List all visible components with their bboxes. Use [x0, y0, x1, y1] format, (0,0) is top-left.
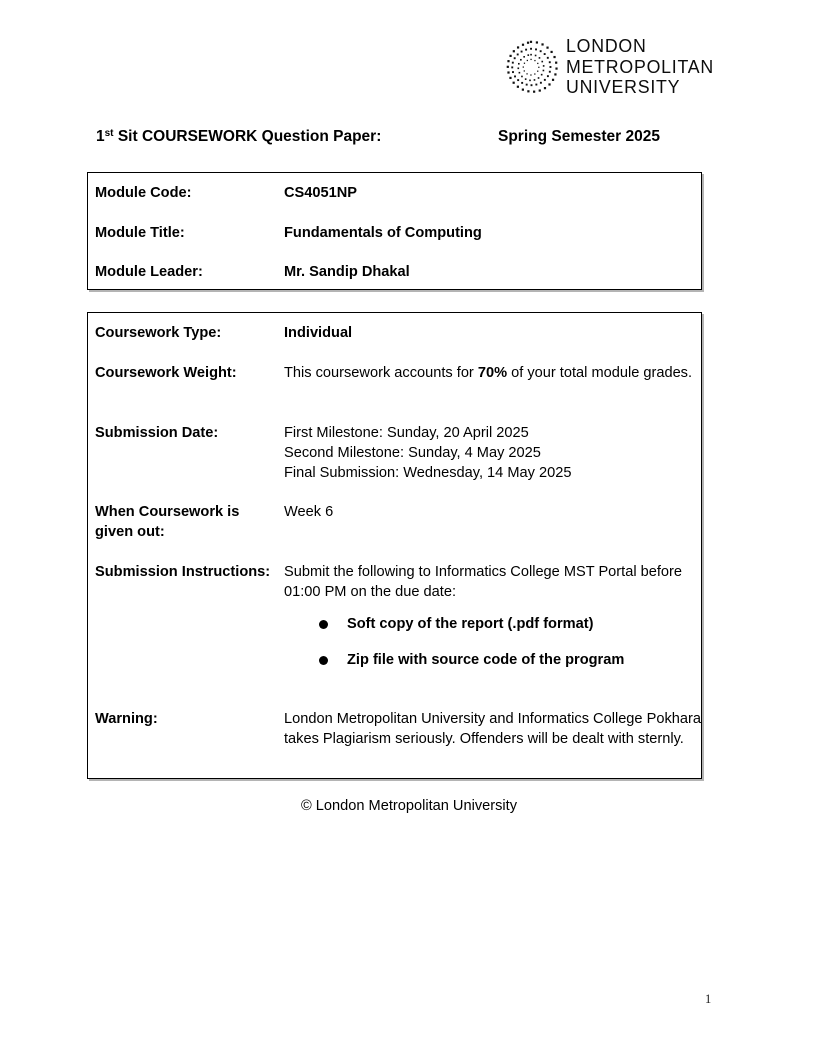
module-title-value: Fundamentals of Computing — [284, 225, 482, 241]
milestone-first: First Milestone: Sunday, 20 April 2025 — [284, 425, 529, 441]
logo-line-metropolitan: METROPOLITAN — [566, 55, 715, 77]
document-header-row — [96, 128, 696, 150]
warning-text: London Metropolitan University and Informatics College Pokhara takes Plagiarism seriously. Offenders will be dealt with sternly. — [284, 711, 701, 747]
given-out-value: Week 6 — [284, 504, 334, 520]
submission-date-label: Submission Date: — [95, 425, 219, 441]
module-info-table — [87, 172, 702, 290]
module-leader-value: Mr. Sandip Dhakal — [284, 264, 410, 280]
table-row — [88, 262, 701, 302]
logo-line-university: UNIVERSITY — [566, 76, 681, 97]
module-code-value: CS4051NP — [284, 185, 358, 201]
module-leader-label: Module Leader: — [95, 264, 203, 280]
module-code-label: Module Code: — [95, 185, 192, 201]
copyright-notice: © London Metropolitan University — [301, 798, 517, 814]
university-logo — [502, 35, 715, 100]
module-title-label: Module Title: — [95, 225, 185, 241]
page-number: 1 — [705, 992, 712, 1006]
coursework-weight-label: Coursework Weight: — [95, 365, 237, 381]
submission-instructions-bullet-list — [319, 614, 719, 686]
london-met-dotted-circle-icon — [502, 39, 560, 97]
logo-line-london: LONDON — [566, 35, 647, 56]
weight-text-after: of your total module grades. — [507, 365, 693, 381]
submission-instructions-intro: Submit the following to Informatics College MST Portal before 01:00 PM on the due date: — [284, 564, 683, 600]
page-title — [96, 128, 381, 146]
submission-date-value — [284, 423, 704, 483]
milestone-second: Second Milestone: Sunday, 4 May 2025 — [284, 445, 541, 461]
coursework-details-table — [87, 312, 702, 779]
coursework-weight-value — [284, 363, 704, 383]
given-out-label: When Coursework is given out: — [95, 504, 240, 540]
weight-percent: 70% — [477, 365, 508, 381]
page-title-rest: Sit COURSEWORK Question Paper: — [113, 128, 382, 145]
list-item — [319, 650, 719, 686]
warning-label: Warning: — [95, 711, 158, 727]
table-row — [88, 183, 701, 223]
semester-label: Spring Semester 2025 — [498, 128, 660, 145]
coursework-type-label: Coursework Type: — [95, 325, 222, 341]
bullet-dot-icon — [319, 620, 328, 629]
bullet-label-soft-copy: Soft copy of the report (.pdf format) — [347, 616, 594, 632]
coursework-type-value: Individual — [284, 325, 353, 341]
logo-wordmark — [566, 36, 716, 98]
page-title-prefix: 1 — [96, 128, 105, 145]
submission-instructions-label: Submission Instructions: — [95, 564, 271, 580]
list-item — [319, 614, 719, 650]
bullet-label-zip-file: Zip file with source code of the program — [347, 652, 625, 668]
weight-text-before: This coursework accounts for — [284, 365, 478, 381]
milestone-final: Final Submission: Wednesday, 14 May 2025 — [284, 465, 572, 481]
table-row — [88, 223, 701, 263]
page-title-ordinal-suffix: st — [104, 128, 114, 139]
bullet-dot-icon — [319, 656, 328, 665]
